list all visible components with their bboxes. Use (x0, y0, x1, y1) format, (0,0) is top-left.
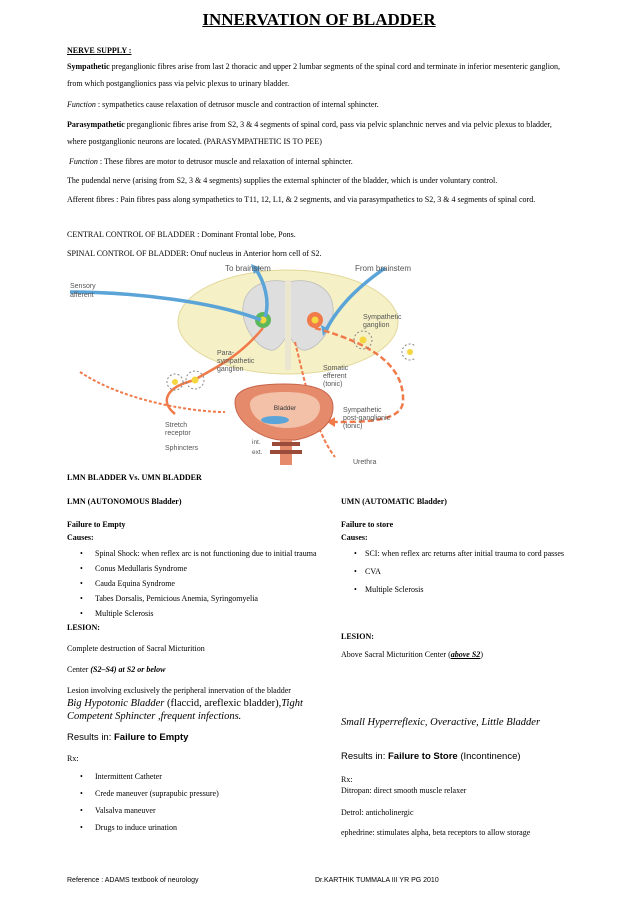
label-sympost-3: (tonic) (343, 423, 363, 430)
lmn-column (67, 495, 332, 833)
footer-reference: Reference : ADAMS textbook of neurology (67, 877, 199, 884)
list-item: • Cauda Equina Syndrome (67, 578, 332, 589)
afferent-paragraph: Afferent fibres : Pain fibres pass along sympathetics to T11, 12, L1, & 2 segments, and via parasympathetics to S2, 3 & 4 segments of spinal cord. (67, 195, 536, 204)
nerve-supply-heading: NERVE SUPPLY : (67, 46, 132, 55)
umn-results-c: (Incontinence) (457, 751, 521, 762)
umn-causes-label: Causes: (341, 533, 368, 542)
umn-lesion-1c: ) (480, 650, 483, 659)
list-item: • Valsalva maneuver (67, 805, 332, 816)
lmn-subtitle: Failure to Empty (67, 520, 126, 529)
sympathetic-function (67, 96, 567, 113)
label-urethra: Urethra (353, 459, 377, 466)
umn-rx-1: Ditropan: direct smooth muscle relaxer (341, 786, 467, 795)
list-item: • Intermittent Catheter (67, 771, 332, 782)
lmn-results-a: Results in: (67, 732, 114, 743)
lmn-rx-list (67, 771, 332, 833)
label-sympost-2: post-ganglionic (343, 415, 391, 422)
list-item: • CVA (341, 566, 591, 577)
umn-lesion-1a: Above Sacral Micturition Center ( (341, 650, 451, 659)
page-title: INNERVATION OF BLADDER (202, 10, 436, 29)
label-para-3: ganglion (217, 366, 244, 373)
label-somatic-3: (tonic) (323, 381, 343, 388)
para-label: Parasympathetic (67, 120, 125, 129)
umn-rx-label: Rx: (341, 775, 353, 784)
sympathetic-text: preganglionic fibres arise from last 2 thoracic and upper 2 lumbar segments of the spinal cord and terminate in inferior mesenteric ganglion, from which postganglionics pass via pelvic plexus to urinary bladder. (67, 62, 560, 88)
list-item: • Conus Medullaris Syndrome (67, 563, 332, 574)
label-somatic-2: efferent (323, 373, 347, 380)
list-item: • Multiple Sclerosis (67, 608, 332, 619)
symp-function-text: : sympathetics cause relaxation of detrusor muscle and contraction of internal sphincter. (95, 100, 379, 109)
label-from-brainstem: From brainstem (355, 264, 412, 273)
lmn-results-b: Failure to Empty (114, 732, 189, 743)
lmn-rx-label: Rx: (67, 754, 79, 763)
label-int: int. (252, 439, 261, 446)
label-afferent: afferent (70, 292, 94, 299)
spinal-control: SPINAL CONTROL OF BLADDER: Onuf nucleus in Anterior horn cell of S2. (67, 249, 322, 258)
umn-lesion-label: LESION: (341, 632, 374, 641)
sympathetic-paragraph (67, 58, 567, 92)
umn-results-b: Failure to Store (388, 751, 458, 762)
para-function-text: : These fibres are motor to detrusor muscle and relaxation of internal sphincter. (97, 157, 353, 166)
list-item: • SCI: when reflex arc returns after initial trauma to cord passes (341, 548, 591, 559)
lmn-description (67, 697, 332, 723)
para-text: preganglionic fibres arise from S2, 3 & 4 segments of spinal cord, pass via pelvic splanchnic nerves and via pelvic plexus to bladder, where postganglionic neurons are located. (PARASYMPATHETIC IS TO PEE) (67, 120, 552, 146)
umn-causes-list (341, 548, 591, 595)
label-sympost-1: Sympathetic (343, 407, 382, 414)
lmn-title: LMN (AUTONOMOUS Bladder) (67, 497, 182, 506)
sympathetic-label: Sympathetic (67, 62, 110, 71)
lmn-lesion-2 (67, 663, 332, 676)
para-function-label: Function (69, 157, 98, 166)
lmn-desc-c: Tight Competent Sphincter ,frequent infections. (67, 698, 303, 722)
umn-lesion-1b: above S2 (450, 650, 481, 659)
label-sphincters: Sphincters (165, 445, 199, 452)
umn-subtitle: Failure to store (341, 520, 394, 529)
label-stretch-2: receptor (165, 430, 191, 437)
lmn-lesion-2a: Center (67, 665, 91, 674)
lmn-lesion-label: LESION: (67, 623, 100, 632)
label-sensory: Sensory (70, 283, 96, 290)
list-item: • Tabes Dorsalis, Pernicious Anemia, Syringomyelia (67, 593, 332, 604)
symp-function-label: Function (67, 100, 96, 109)
pudendal-paragraph: The pudendal nerve (arising from S2, 3 & 4 segments) supplies the external sphincter of the bladder, which is under voluntary control. (67, 176, 498, 185)
label-para-1: Para- (217, 350, 235, 357)
para-function (69, 153, 569, 170)
footer-author: Dr.KARTHIK TUMMALA III YR PG 2010 (315, 877, 439, 884)
list-item: • Drugs to induce urination (67, 822, 332, 833)
umn-lesion-1 (341, 648, 601, 661)
label-para-2: sympathetic (217, 358, 255, 365)
label-ganglion: ganglion (363, 322, 390, 329)
stretch-receptor (261, 416, 289, 424)
label-ext: ext. (252, 449, 263, 456)
parasympathetic-paragraph (67, 116, 567, 150)
list-item: • Spinal Shock: when reflex arc is not functioning due to initial trauma (67, 548, 332, 559)
label-sympathetic: Sympathetic (363, 314, 402, 321)
list-item: • Crede maneuver (suprapubic pressure) (67, 788, 332, 799)
comparison-heading: LMN BLADDER Vs. UMN BLADDER (67, 473, 202, 482)
bladder-innervation-diagram (65, 262, 415, 468)
lmn-results (67, 731, 332, 744)
umn-column (341, 495, 591, 595)
lmn-desc-a: Big Hypotonic Bladder (67, 698, 165, 709)
lmn-causes-list (67, 548, 332, 619)
label-somatic-1: Somatic (323, 365, 349, 372)
umn-results-a: Results in: (341, 751, 388, 762)
umn-rx-3: ephedrine: stimulates alpha, beta receptors to allow storage (341, 828, 531, 837)
umn-title: UMN (AUTOMATIC Bladder) (341, 497, 447, 506)
lmn-desc-b: (flaccid, areflexic bladder), (164, 698, 282, 709)
lmn-lesion-2b: (S2–S4) at S2 or below (90, 665, 166, 674)
central-control: CENTRAL CONTROL OF BLADDER : Dominant Frontal lobe, Pons. (67, 230, 296, 239)
umn-results (341, 750, 611, 763)
lmn-lesion-3: Lesion involving exclusively the peripheral innervation of the bladder (67, 686, 291, 695)
lmn-lesion-1: Complete destruction of Sacral Micturition (67, 644, 205, 653)
lmn-causes-label: Causes: (67, 533, 94, 542)
umn-rx-2: Detrol: anticholinergic (341, 808, 414, 817)
label-to-brainstem: To brainstem (225, 264, 271, 273)
label-bladder: Bladder (273, 405, 297, 412)
label-stretch-1: Stretch (165, 422, 188, 429)
umn-description: Small Hyperreflexic, Overactive, Little Bladder (341, 717, 541, 728)
list-item: • Multiple Sclerosis (341, 584, 591, 595)
